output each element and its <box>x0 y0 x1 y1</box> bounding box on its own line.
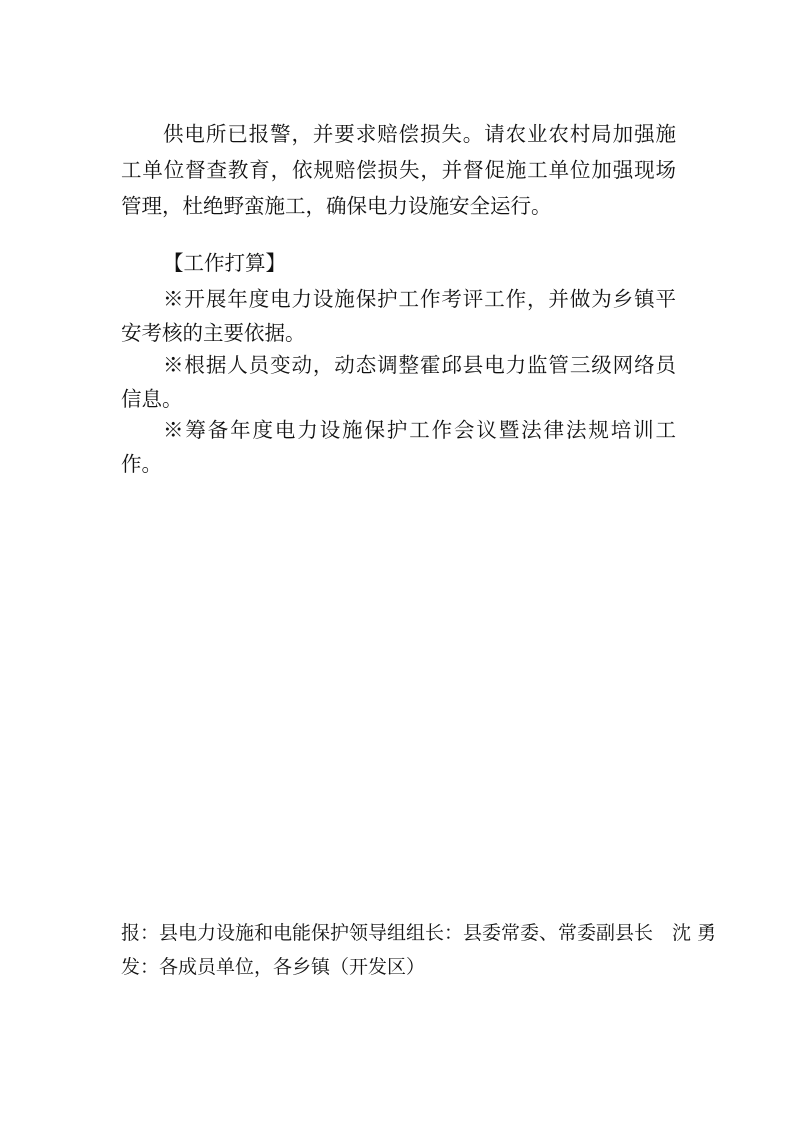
section-heading: 【工作打算】 <box>163 251 286 275</box>
paragraph-line: 工单位督查教育，依规赔偿损失，并督促施工单位加强现场 <box>121 158 676 182</box>
paragraph-line: 管理，杜绝野蛮施工，确保电力设施安全运行。 <box>121 194 552 218</box>
distribution-line: 发：各成员单位，各乡镇（开发区） <box>121 956 426 978</box>
list-item-line: 作。 <box>121 452 162 476</box>
list-item-line: 信息。 <box>121 387 183 411</box>
paragraph-line: 供电所已报警，并要求赔偿损失。请农业农村局加强施 <box>163 122 676 146</box>
report-to-line: 报：县电力设施和电能保护领导组组长：县委常委、常委副县长 沈 勇 <box>121 922 717 944</box>
list-item-line: 安考核的主要依据。 <box>121 321 306 345</box>
list-item-line: ※开展年度电力设施保护工作考评工作，并做为乡镇平 <box>163 287 676 311</box>
list-item-line: ※根据人员变动，动态调整霍邱县电力监管三级网络员 <box>163 353 676 377</box>
list-item-line: ※筹备年度电力设施保护工作会议暨法律法规培训工 <box>163 418 676 442</box>
